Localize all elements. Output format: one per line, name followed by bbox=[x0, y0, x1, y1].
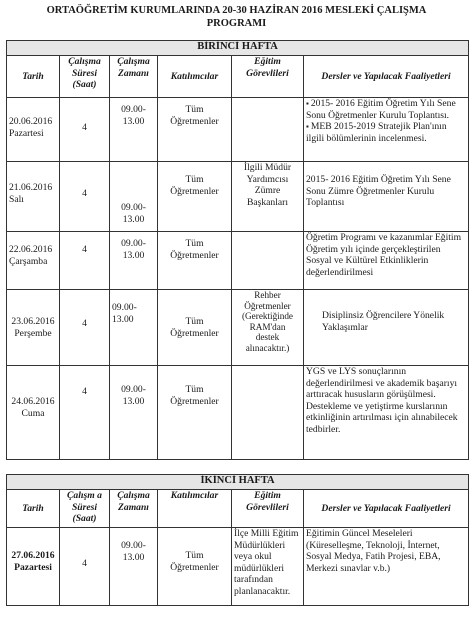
row-ders: Disiplinsiz Öğrencilere Yönelik Yaklaşımlar bbox=[304, 290, 469, 366]
row-gorev bbox=[232, 98, 304, 162]
row-day: Salı bbox=[9, 193, 24, 205]
table-row bbox=[7, 98, 469, 162]
row-hours: 4 bbox=[60, 366, 110, 460]
header-katilimci: Katılımcılar bbox=[158, 490, 232, 528]
ders-bullet: ▪ MEB 2015-2019 Stratejik Plan'ının ilgili bölümlerinin incelenmesi. bbox=[306, 121, 466, 144]
row-day: Cuma bbox=[21, 407, 45, 419]
row-time: 09.00- 13.00 bbox=[110, 162, 158, 232]
row-date: 20.06.2016 bbox=[9, 116, 53, 127]
row-day: Pazartesi bbox=[14, 561, 52, 573]
row-time: 09.00- 13.00 bbox=[110, 98, 158, 162]
header-tarih: Tarih bbox=[7, 490, 60, 528]
row-katilimci: Tüm Öğretmenler bbox=[158, 98, 232, 162]
row-date: 21.06.2016 bbox=[9, 182, 53, 193]
row-time: 09.00- 13.00 bbox=[110, 366, 158, 460]
row-time: 09.00- 13.00 bbox=[110, 232, 158, 290]
row-date: 22.06.2016 bbox=[9, 244, 53, 255]
week1-table bbox=[6, 40, 469, 460]
row-hours: 4 bbox=[60, 162, 110, 232]
title-line-2: PROGRAMI bbox=[206, 18, 267, 29]
row-time: 09.00- 13.00 bbox=[110, 528, 158, 606]
row-hours: 4 bbox=[60, 98, 110, 162]
header-ders: Dersler ve Yapılacak Faaliyetleri bbox=[304, 490, 469, 528]
row-ders: YGS ve LYS sonuçlarının değerlendirilmesi ve akademik başarıyı arttıracak hususların görüşülmesi. Destekleme ve yetiştirme kurslarının etkinliğinin artırılması için alınabilecek tedbirler. bbox=[304, 366, 469, 460]
week2-table bbox=[6, 474, 469, 606]
header-gorev: Eğitim Görevlileri bbox=[232, 56, 304, 98]
row-date: 27.06.2016 bbox=[11, 550, 55, 561]
row-gorev: İlgili Müdür Yardımcısı Zümre Başkanları bbox=[232, 162, 304, 232]
header-sure: Çalışm a Süresi (Saat) bbox=[60, 490, 110, 528]
row-hours: 4 bbox=[60, 290, 110, 366]
table-row bbox=[7, 366, 469, 460]
row-ders: Eğitimin Güncel Meseleleri (Küreselleşme, Teknoloji, İnternet, Sosyal Medya, Fatih Projesi, EBA, Merkezi sınavlar v.b.) bbox=[304, 528, 469, 606]
header-gorev: Eğitim Görevlileri bbox=[232, 490, 304, 528]
header-sure: Çalışma Süresi (Saat) bbox=[60, 56, 110, 98]
title-line-1: ORTAÖĞRETİM KURUMLARINDA 20-30 HAZİRAN 2016 MESLEKİ ÇALIŞMA bbox=[46, 5, 427, 16]
row-gorev bbox=[232, 366, 304, 460]
table-row bbox=[7, 232, 469, 290]
row-time: 09.00- 13.00 bbox=[110, 290, 158, 366]
row-date: 23.06.2016 bbox=[11, 316, 55, 327]
ders-bullet: ▪ 2015- 2016 Eğitim Öğretim Yılı Sene Sonu Öğretmenler Kurulu Toplantısı. bbox=[306, 98, 466, 121]
header-katilimci: Katılımcılar bbox=[158, 56, 232, 98]
row-ders bbox=[304, 98, 469, 162]
document-title bbox=[0, 4, 473, 30]
row-ders: 2015- 2016 Eğitim Öğretim Yılı Sene Sonu Zümre Öğretmenler Kurulu Toplantısı bbox=[304, 162, 469, 232]
table-row bbox=[7, 162, 469, 232]
row-ders: Öğretim Programı ve kazanımlar Eğitim Öğretim yılı içinde gerçekleştirilen Sosyal ve Kültürel Etkinliklerin değerlendirilmesi bbox=[304, 232, 469, 290]
row-day: Çarşamba bbox=[9, 255, 48, 267]
row-day: Perşembe bbox=[14, 327, 52, 339]
week2-label: İKİNCİ HAFTA bbox=[7, 475, 469, 490]
row-date: 24.06.2016 bbox=[11, 396, 55, 407]
row-gorev bbox=[232, 232, 304, 290]
row-gorev: Rehber Öğretmenler (Gerektiğinde RAM'dan destek alınacaktır.) bbox=[232, 290, 304, 366]
row-katilimci: Tüm Öğretmenler bbox=[158, 290, 232, 366]
header-ders: Dersler ve Yapılacak Faaliyetleri bbox=[304, 56, 469, 98]
table-row bbox=[7, 290, 469, 366]
header-zaman: Çalışma Zamanı bbox=[110, 490, 158, 528]
row-hours: 4 bbox=[60, 528, 110, 606]
header-tarih: Tarih bbox=[7, 56, 60, 98]
row-hours: 4 bbox=[60, 232, 110, 290]
header-zaman: Çalışma Zamanı bbox=[110, 56, 158, 98]
row-day: Pazartesi bbox=[9, 127, 44, 139]
row-gorev: İlçe Milli Eğitim Müdürlükleri veya okul müdürlükleri tarafından planlanacaktır. bbox=[232, 528, 304, 606]
row-katilimci: Tüm Öğretmenler bbox=[158, 528, 232, 606]
table-row bbox=[7, 528, 469, 606]
row-katilimci: Tüm Öğretmenler bbox=[158, 232, 232, 290]
week1-label: BİRİNCİ HAFTA bbox=[7, 41, 469, 56]
row-katilimci: Tüm Öğretmenler bbox=[158, 162, 232, 232]
row-katilimci: Tüm Öğretmenler bbox=[158, 366, 232, 460]
